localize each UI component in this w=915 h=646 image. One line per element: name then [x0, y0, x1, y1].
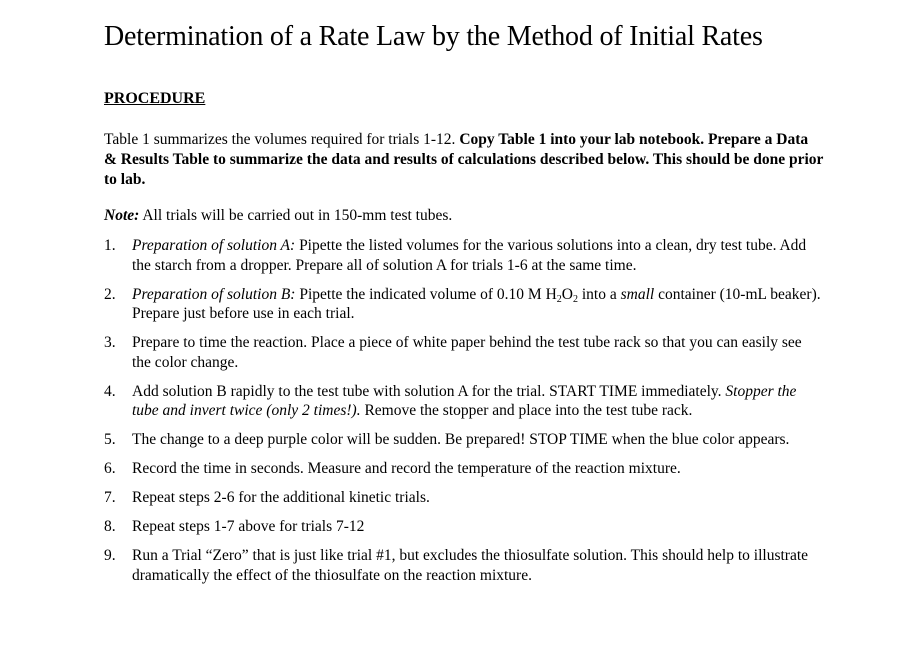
- subscript: 2: [556, 293, 562, 305]
- step-number: 4.: [104, 382, 116, 400]
- step-number: 3.: [104, 334, 116, 351]
- note-label: Note:: [104, 207, 140, 224]
- step-text: Prepare to time the reaction. Place a piece of white paper behind the test tube rack so that you can easily see the color change.: [132, 334, 802, 371]
- section-heading: PROCEDURE: [104, 90, 206, 107]
- step-text: O: [561, 285, 573, 303]
- step-lead: Preparation of solution B:: [132, 285, 296, 303]
- step-text: The change to a deep purple color will be sudden. Be prepared! STOP TIME when the blue color appears.: [132, 431, 790, 448]
- procedure-steps: [104, 236, 824, 595]
- step-emphasis: Stopper the tube and invert twice (only 2 times!).: [132, 382, 797, 419]
- list-item: [104, 285, 824, 324]
- step-text: Run a Trial “Zero” that is just like trial #1, but excludes the thiosulfate solution. This should help to illustrate dramatically the effect of the thiosulfate on the reaction mixture.: [132, 547, 809, 584]
- step-number: 7.: [104, 489, 116, 506]
- step-text: Remove the stopper and place into the test tube rack.: [364, 402, 693, 419]
- step-emphasis: small: [620, 285, 655, 303]
- step-text: container (10-mL beaker). Prepare just before use in each trial.: [132, 285, 821, 322]
- list-item: [104, 236, 824, 275]
- list-item: [104, 517, 824, 537]
- step-number: 9.: [104, 547, 116, 564]
- step-number: 1.: [104, 237, 116, 254]
- list-item: [104, 382, 824, 421]
- list-item: [104, 488, 824, 508]
- step-number: 5.: [104, 431, 116, 448]
- intro-plain-text: Table 1 summarizes the volumes required for trials 1-12.: [104, 131, 456, 148]
- step-text: Repeat steps 2-6 for the additional kinetic trials.: [132, 489, 430, 506]
- step-text: into a: [577, 285, 621, 303]
- step-text: Pipette the listed volumes for the various solutions into a clean, dry test tube. Add the starch from a dropper. Prepare all of solution A for trials 1-6 at the same time.: [132, 237, 807, 274]
- subscript: 2: [572, 293, 578, 305]
- step-number: 6.: [104, 460, 116, 477]
- note-text: All trials will be carried out in 150-mm test tubes.: [142, 207, 453, 224]
- list-item: [104, 459, 824, 479]
- step-text: Pipette the indicated volume of 0.10 M H: [299, 285, 557, 303]
- list-item: [104, 333, 824, 372]
- step-text: Add solution B rapidly to the test tube with solution A for the trial. START TIME immediately.: [132, 382, 722, 400]
- intro-paragraph: [104, 130, 824, 190]
- step-number: 8.: [104, 518, 116, 535]
- step-text: Record the time in seconds. Measure and record the temperature of the reaction mixture.: [132, 460, 681, 477]
- step-text: Repeat steps 1-7 above for trials 7-12: [132, 518, 365, 535]
- step-number: 2.: [104, 285, 116, 303]
- intro-bold-text: Copy Table 1 into your lab notebook. Prepare a Data & Results Table to summarize the data and results of calculations described below. This should be done prior to lab.: [104, 131, 824, 188]
- note-paragraph: [104, 207, 452, 225]
- document-title: Determination of a Rate Law by the Method of Initial Rates: [104, 21, 763, 52]
- list-item: [104, 430, 824, 450]
- list-item: [104, 546, 824, 585]
- step-lead: Preparation of solution A:: [132, 237, 296, 254]
